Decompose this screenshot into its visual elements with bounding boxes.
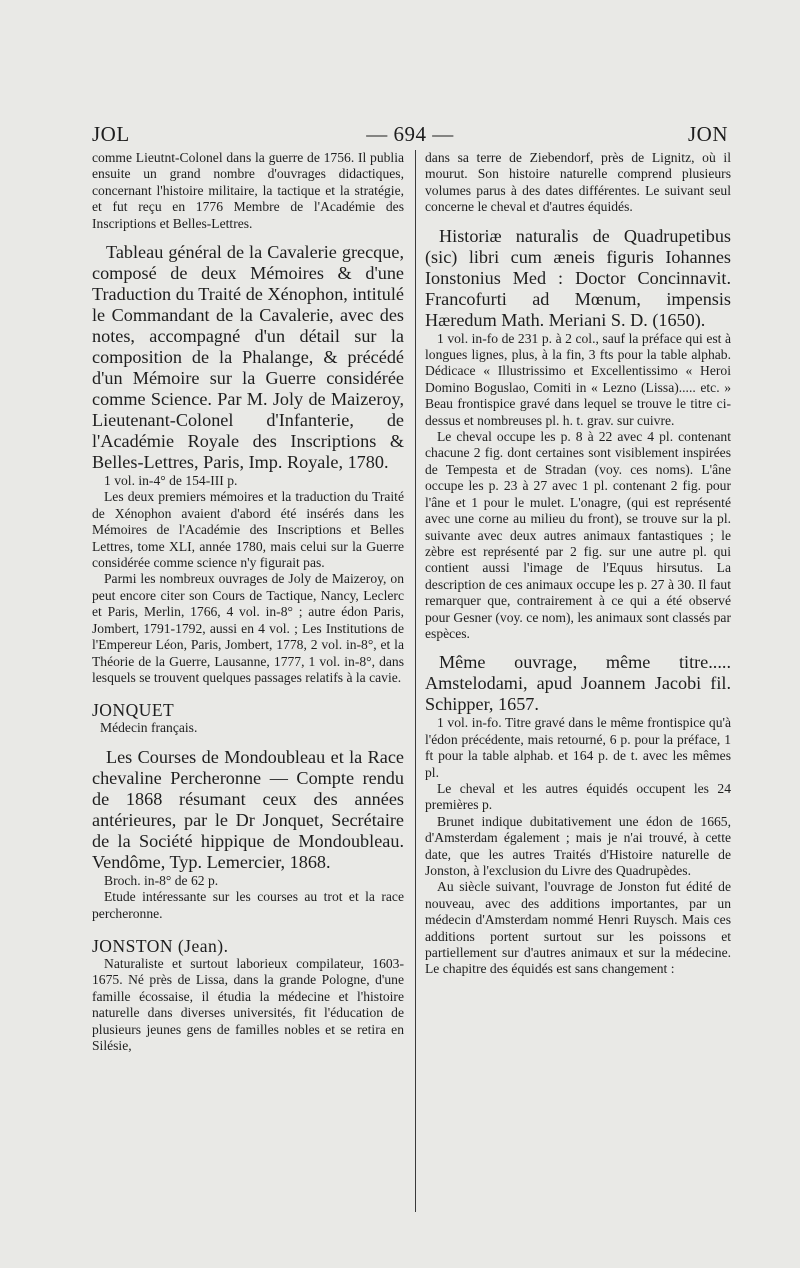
left-entry-title-2: Les Courses de Mondoubleau et la Race chevaline Percheronne — Compte rendu de 1868 résumant ceux des années antérieures, par le Dr Jonquet, Secrétaire de la Société hippique de Mondoubleau. Vendôme, Typ. Lemercier, 1868. (92, 746, 404, 872)
right-paragraph-1: dans sa terre de Ziebendorf, près de Lignitz, où il mourut. Son histoire naturelle comprend plusieurs volumes parus à des dates différentes. Le suivant seul concerne le cheval et d'autres équidés. (425, 150, 731, 215)
running-header (92, 122, 728, 150)
left-paragraph-7: Naturaliste et surtout laborieux compilateur, 1603-1675. Né près de Lissa, dans la grande Pologne, d'une famille écossaise, il étudia la médecine et l'histoire naturelle dans diverses universités, fit l'éducation de plusieurs jeunes gens de familles nobles et se retira en Silésie, (92, 955, 404, 1053)
right-entry-title-1: Historiæ naturalis de Quadrupetibus (sic) libri cum æneis figuris Iohannes Ionstonius Med : Doctor Concinnavit. Francofurti ad Mœnum, impensis Hæredum Math. Meriani S. D. (1650). (425, 225, 731, 330)
right-paragraph-2: 1 vol. in-fo de 231 p. à 2 col., sauf la préface qui est à longues lignes, plus, à la fin, 3 fts pour la table alphab. Dédicace « Illustrissimo et Excellentissimo « Heroi Domino Boguslao, Comiti in « Lezno (Lissa)..... etc. » Beau frontispice gravé dans lequel se trouve le titre ci-dessus et nombreuses pl. h. t. grav. sur cuivre. (425, 330, 731, 428)
right-paragraph-4: 1 vol. in-fo. Titre gravé dans le même frontispice qu'à l'édon précédente, mais retourné, 6 p. pour la préface, 1 ft pour la table alphab. et 164 p. de t. avec les mêmes pl. (425, 715, 731, 780)
left-column (92, 150, 404, 1054)
author-heading-jonquet: JONQUET (92, 700, 175, 721)
right-paragraph-7: Au siècle suivant, l'ouvrage de Jonston fut édité de nouveau, avec des additions importantes, par un médecin d'Amsterdam nommé Henri Ruysch. Mais ces additions portent surtout sur les poissons et partiellement sur d'autres animaux et sur la médecine. Le chapitre des équidés est sans changement : (425, 879, 731, 977)
header-right-word: JON (687, 122, 728, 146)
right-entry-title-2: Même ouvrage, même titre..... Amstelodami, apud Joannem Jacobi fil. Schipper, 1657. (425, 652, 731, 715)
author-subtitle-jonquet: Médecin français. (100, 720, 198, 736)
author-heading-jonston: JONSTON (Jean). (92, 935, 229, 956)
right-paragraph-6: Brunet indique dubitativement une édon de 1665, d'Amsterdam également ; mais je n'ai trouvé, à cette date, que les autres Traités d'Histoire naturelle de Jonston, à l'exclusion du Livre des Quadrupèdes. (425, 813, 731, 878)
right-paragraph-3: Le cheval occupe les p. 8 à 22 avec 4 pl. contenant chacune 2 fig. dont certaines sont visiblement inspirées de Tempesta et de Stradan (voy. ces noms). L'âne occupe les p. 23 à 27 avec 1 pl. contenant 2 fig. pour l'âne et 1 pour le mulet. L'onagre, (qui est représenté avec une corne au milieu du front), se trouve sur la pl. suivante avec deux autres animaux fantastiques ; le zèbre est représenté par 2 fig. sur une autre pl. qui contient aussi l'image de l'Equus hirsutus. La description de ces animaux occupe les p. 27 à 30. Il faut remarquer que, contrairement à ce qui a été observé pour Gesner (voy. ce nom), les animaux sont classés par espèces. (425, 429, 731, 641)
header-left-word: JOL (92, 122, 130, 146)
left-entry-title-1: Tableau général de la Cavalerie grecque, composé de deux Mémoires & d'une Traduction du Traité de Xénophon, intitulé le Commandant de la Cavalerie, avec des notes, accompagné d'un détail sur la composition de la Phalange, & précédé d'un Mémoire sur la Guerre considérée comme Science. Par M. Joly de Maizeroy, Lieutenant-Colonel d'Infanterie, de l'Académie Royale des Inscriptions & Belles-Lettres, Paris, Imp. Royale, 1780. (92, 242, 404, 473)
left-paragraph-1: comme Lieutnt-Colonel dans la guerre de 1756. Il publia ensuite un grand nombre d'ouvrages didactiques, concernant l'histoire militaire, la tactique et la stratégie, et fut reçu en 1776 Membre de l'Académie des Inscriptions et Belles-Lettres. (92, 150, 404, 231)
left-paragraph-5: Broch. in-8° de 62 p. (104, 872, 219, 888)
left-paragraph-3: Les deux premiers mémoires et la traduction du Traité de Xénophon avaient d'abord été insérés dans les Mémoires de l'Académie des Inscriptions et Belles Lettres, tome XLI, année 1780, mais celui sur la Guerre considérée comme science n'y figurait pas. (92, 489, 404, 571)
left-paragraph-6: Etude intéressante sur les courses au trot et la race percheronne. (92, 889, 404, 921)
page-number: — 694 — (366, 122, 454, 146)
left-paragraph-2: 1 vol. in-4° de 154-III p. (104, 473, 238, 489)
column-divider (415, 150, 416, 1212)
right-paragraph-5: Le cheval et les autres équidés occupent les 24 premières p. (425, 780, 731, 813)
right-column (425, 150, 731, 978)
left-paragraph-4: Parmi les nombreux ouvrages de Joly de Maizeroy, on peut encore citer son Cours de Tactique, Nancy, Leclerc et Paris, Merlin, 1766, 4 vol. in-8° ; autre édon Paris, Jombert, 1791-1792, aussi en 4 vol. ; Les Institutions de l'Empereur Léon, Paris, Jombert, 1778, 2 vol. in-8°, et la Théorie de la Guerre, Lausanne, 1777, 1 vol. in-8°, dans lesquels se trouvent quelques passages relatifs à la cavie. (92, 571, 404, 685)
